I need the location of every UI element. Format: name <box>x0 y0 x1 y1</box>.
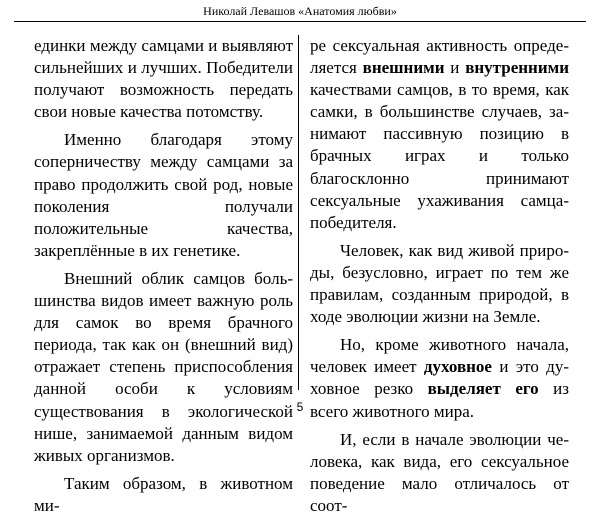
left-column <box>34 35 293 523</box>
column-divider <box>298 35 299 390</box>
text-run: и это духовное резко <box>310 357 570 399</box>
page-number: 5 <box>296 400 304 414</box>
text-run: Но, кроме животного начала, человек имеет <box>310 335 569 377</box>
text-run: и <box>444 58 466 78</box>
bold-term: духовное <box>423 357 492 377</box>
paragraph: единки между самцами и выявляют сильнейших и лучших. Победители получают возможность передать свои новые качества потомству. <box>34 36 293 122</box>
paragraph: Внешний облик самцов большинства видов имеет важную роль для самок во время брачного периода, так как он (внешний вид) отражает степень приспособления данной особи к условиям существования в экологической нише, занимаемой данным видом живых организмов. <box>34 268 293 465</box>
paragraph <box>310 35 569 234</box>
paragraph: Именно благодаря этому соперничеству между самцами за право продолжить свой род, новые поколения получали положительные качества, закреплённые в их генетике. <box>34 130 293 260</box>
bold-term: внутренними <box>465 58 569 78</box>
text-run: ре сексуальная активность определяется <box>310 36 569 78</box>
text-run: качествами самцов, в то время, как самки, в большинстве случаев, занимают пассивную позицию в брачных играх и только благосклонно принимают сексуальные ухаживания самца-победителя. <box>310 80 569 232</box>
bold-term: выделяет его <box>427 379 539 399</box>
paragraph: Человек, как вид живой природы, безусловно, играет по тем же правилам, созданным природой, в ходе эволюции жизни на Земле. <box>310 240 569 327</box>
bold-term: внешними <box>362 58 445 78</box>
text-run: из всего животного мира. <box>310 379 569 421</box>
right-column <box>310 35 569 523</box>
paragraph: И, если в начале эволюции человека, как вида, его сексуальное поведение мало отличалось от соот- <box>310 429 569 515</box>
header-rule <box>14 21 586 22</box>
paragraph: Таким образом, в животном ми- <box>34 473 293 515</box>
running-header: Николай Левашов «Анатомия любви» <box>203 4 397 18</box>
